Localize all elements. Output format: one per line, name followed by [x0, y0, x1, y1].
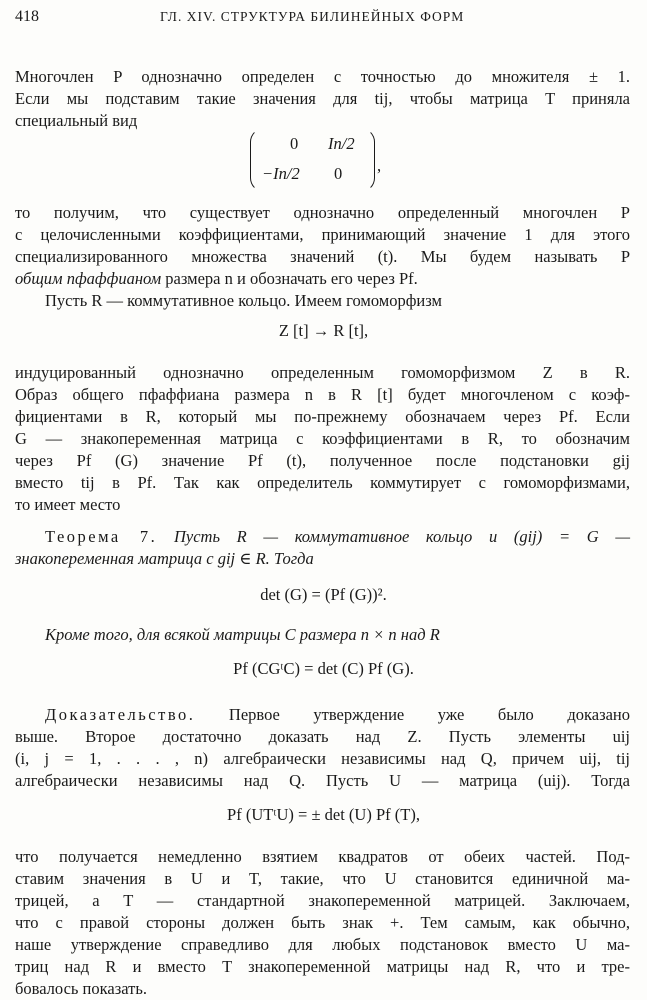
paragraph-line: Многочлен P однозначно определен с точностью до множителя ± 1. [15, 67, 630, 86]
theorem-line [45, 526, 630, 548]
formula-homomorphism: Z [t] → R [t], [278, 321, 369, 340]
running-title: ГЛ. XIV. СТРУКТУРА БИЛИНЕЙНЫХ ФОРМ [160, 9, 465, 24]
paragraph-line: вместо tij в Pf. Так как определитель коммутирует с гомоморфизмами, [15, 473, 630, 492]
proof-line: (i, j = 1, . . . , n) алгебраически независимы над Q, причем uij, tij [15, 749, 630, 768]
right-paren-icon [360, 128, 375, 192]
paragraph-line: с целочисленными коэффициентами, принимающий значение 1 для этого [15, 225, 630, 244]
matrix-cell: In/2 [328, 134, 355, 153]
term-general-pfaffian: общим пфаффианом [15, 269, 162, 288]
paragraph-line [15, 268, 418, 290]
proof-line: что с правой стороны должен быть знак +. Тем самым, как обычно, [15, 913, 630, 932]
special-matrix [250, 126, 400, 194]
paragraph-line: фициентами в R, который мы по-прежнему обозначаем через Pf. Если [15, 407, 630, 426]
theorem-label: Теорема 7. [45, 527, 158, 546]
paragraph-line: Если мы подставим такие значения для tij, чтобы матрица T приняла [15, 89, 630, 108]
proof-line: наше утверждение справедливо для любых подстановок вместо U ма- [15, 935, 630, 954]
matrix-cell: 0 [334, 164, 343, 183]
paragraph-line: G — знакопеременная матрица с коэффициентами в R, то обозначим [15, 429, 630, 448]
proof-line: триц над R и вместо T знакопеременной матрицы над R, что и тре- [15, 957, 630, 976]
proof-line: ставим значения в U и T, такие, что U становится единичной ма- [15, 869, 630, 888]
proof-line: что получается немедленно взятием квадратов от обеих частей. Под- [15, 847, 630, 866]
paragraph-line: то имеет место [15, 495, 121, 514]
matrix-comma: , [377, 156, 382, 175]
paragraph-line: специализированного множества значений (t). Мы будем называть P [15, 247, 630, 266]
theorem-line: Кроме того, для всякой матрицы C размера n × n над R [45, 625, 440, 644]
matrix-cell: −In/2 [262, 164, 300, 183]
formula-proof: Pf (UTᵗU) = ± det (U) Pf (T), [227, 805, 420, 824]
paragraph-line: то получим, что существует однозначно определенный многочлен P [15, 203, 630, 222]
page-number: 418 [15, 8, 39, 25]
proof-line [45, 704, 630, 726]
formula-pfaffian: Pf (CGᵗC) = det (C) Pf (G). [233, 659, 414, 678]
line-rest: Первое утверждение уже было доказано [195, 705, 630, 724]
formula-det: det (G) = (Pf (G))². [260, 585, 387, 604]
paragraph-line: Пусть R — коммутативное кольцо. Имеем гомоморфизм [45, 291, 442, 310]
theorem-line: знакопеременная матрица с gij ∈ R. Тогда [15, 549, 314, 568]
paragraph-line: через Pf (G) значение Pf (t), полученное после подстановки gij [15, 451, 630, 470]
proof-line: алгебраически независимы над Q. Пусть U — матрица (uij). Тогда [15, 771, 630, 790]
theorem-text: Пусть R — коммутативное кольцо и (gij) = G — [157, 527, 631, 546]
proof-line: бовалось показать. [15, 979, 147, 998]
paragraph-line: индуцированный однозначно определенным гомоморфизмом Z в R. [15, 363, 630, 382]
paragraph-line: Образ общего пфаффиана размера n в R [t] будет многочленом с коэф- [15, 385, 630, 404]
proof-line: трицей, а T — стандартной знакопеременной матрицей. Заключаем, [15, 891, 630, 910]
proof-line: выше. Второе достаточно доказать над Z. Пусть элементы uij [15, 727, 630, 746]
proof-label: Доказательство. [45, 705, 196, 724]
matrix-cell: 0 [290, 134, 299, 153]
paragraph-line: специальный вид [15, 111, 138, 130]
line-rest: размера n и обозначать его через Pf. [161, 269, 418, 288]
